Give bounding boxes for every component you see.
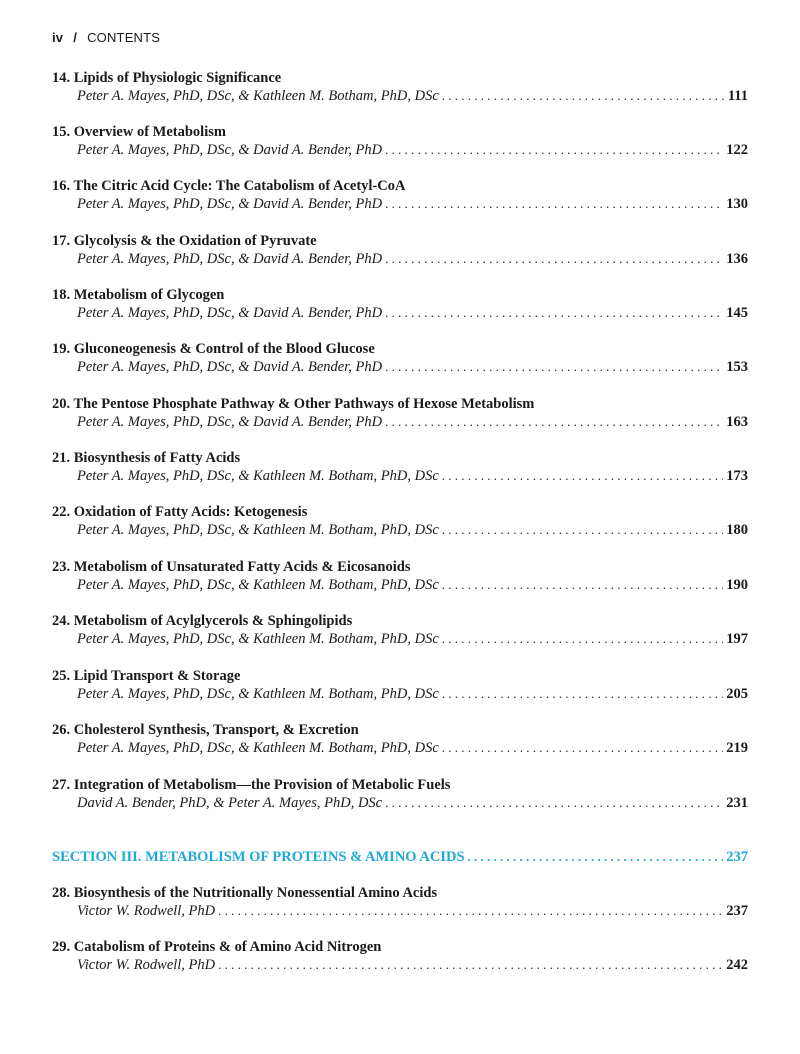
toc-entry[interactable] xyxy=(52,286,748,322)
toc-entry-line xyxy=(52,630,748,648)
toc-entry-line xyxy=(52,358,748,376)
chapter-page-number: 231 xyxy=(726,795,748,811)
toc-entry[interactable] xyxy=(52,395,748,431)
toc-entry[interactable] xyxy=(52,612,748,648)
section-title: SECTION III. METABOLISM OF PROTEINS & AMINO ACIDS xyxy=(52,849,465,865)
toc-entry-line xyxy=(52,956,748,974)
chapter-title: 19. Gluconeogenesis & Control of the Blood Glucose xyxy=(52,341,375,357)
toc-entry-line xyxy=(52,413,748,431)
chapter-page-number: 163 xyxy=(726,414,748,430)
chapter-authors: David A. Bender, PhD, & Peter A. Mayes, PhD, DSc xyxy=(77,795,383,811)
leader-dots xyxy=(385,250,723,268)
toc-entry[interactable] xyxy=(52,503,748,539)
chapter-title: 25. Lipid Transport & Storage xyxy=(52,668,241,684)
chapter-page-number: 111 xyxy=(727,88,748,104)
toc-entry-line xyxy=(52,87,748,105)
chapter-page-number: 205 xyxy=(726,686,748,702)
page-number: iv xyxy=(52,30,64,45)
chapter-authors: Peter A. Mayes, PhD, DSc, & David A. Bender, PhD xyxy=(77,142,383,158)
toc-entry-line xyxy=(52,304,748,322)
toc-entry-line xyxy=(52,141,748,159)
leader-dots xyxy=(442,630,724,648)
chapter-page-number: 237 xyxy=(726,903,748,919)
chapter-authors: Peter A. Mayes, PhD, DSc, & Kathleen M. Botham, PhD, DSc xyxy=(77,468,439,484)
chapter-page-number: 197 xyxy=(726,631,748,647)
leader-dots xyxy=(218,902,723,920)
toc-entry[interactable] xyxy=(52,667,748,703)
chapter-title: 20. The Pentose Phosphate Pathway & Other Pathways of Hexose Metabolism xyxy=(52,396,535,412)
toc-entry-line xyxy=(52,739,748,757)
chapter-authors: Victor W. Rodwell, PhD xyxy=(77,903,216,919)
toc-entry[interactable] xyxy=(52,938,748,974)
toc-entry[interactable] xyxy=(52,449,748,485)
toc-entry[interactable] xyxy=(52,884,748,920)
chapter-page-number: 180 xyxy=(726,522,748,538)
toc-entry-line xyxy=(52,794,748,812)
leader-dots xyxy=(468,848,724,866)
chapter-title: 22. Oxidation of Fatty Acids: Ketogenesis xyxy=(52,504,308,520)
toc-entry[interactable] xyxy=(52,69,748,105)
chapter-authors: Peter A. Mayes, PhD, DSc, & Kathleen M. Botham, PhD, DSc xyxy=(77,88,439,104)
leader-dots xyxy=(442,739,724,757)
leader-dots xyxy=(385,141,723,159)
chapter-title: 14. Lipids of Physiologic Significance xyxy=(52,70,282,86)
chapter-page-number: 136 xyxy=(726,251,748,267)
chapter-authors: Peter A. Mayes, PhD, DSc, & Kathleen M. Botham, PhD, DSc xyxy=(77,577,439,593)
chapter-title: 18. Metabolism of Glycogen xyxy=(52,287,225,303)
toc-entry[interactable] xyxy=(52,232,748,268)
toc-entry[interactable] xyxy=(52,776,748,812)
chapter-authors: Peter A. Mayes, PhD, DSc, & David A. Bender, PhD xyxy=(77,251,383,267)
leader-dots xyxy=(442,521,724,539)
chapter-title: 27. Integration of Metabolism—the Provision of Metabolic Fuels xyxy=(52,777,451,793)
running-header xyxy=(52,30,160,45)
chapter-title: 23. Metabolism of Unsaturated Fatty Acids & Eicosanoids xyxy=(52,559,411,575)
section-heading[interactable] xyxy=(52,848,748,866)
header-separator: / xyxy=(73,30,78,45)
chapter-authors: Peter A. Mayes, PhD, DSc, & Kathleen M. Botham, PhD, DSc xyxy=(77,686,439,702)
toc-entry-line xyxy=(52,521,748,539)
toc-entry-line xyxy=(52,902,748,920)
chapter-page-number: 145 xyxy=(726,305,748,321)
chapter-title: 16. The Citric Acid Cycle: The Catabolism of Acetyl-CoA xyxy=(52,178,406,194)
chapter-page-number: 242 xyxy=(726,957,748,973)
chapter-authors: Peter A. Mayes, PhD, DSc, & Kathleen M. Botham, PhD, DSc xyxy=(77,522,439,538)
leader-dots xyxy=(385,304,723,322)
section-page-number: 237 xyxy=(726,849,748,865)
leader-dots xyxy=(442,576,724,594)
chapter-page-number: 219 xyxy=(726,740,748,756)
chapter-title: 15. Overview of Metabolism xyxy=(52,124,226,140)
chapter-authors: Peter A. Mayes, PhD, DSc, & David A. Bender, PhD xyxy=(77,414,383,430)
leader-dots xyxy=(218,956,723,974)
chapter-page-number: 153 xyxy=(726,359,748,375)
toc-entry[interactable] xyxy=(52,177,748,213)
chapter-title: 17. Glycolysis & the Oxidation of Pyruvate xyxy=(52,233,317,249)
leader-dots xyxy=(442,467,724,485)
chapter-authors: Peter A. Mayes, PhD, DSc, & David A. Bender, PhD xyxy=(77,305,383,321)
chapter-page-number: 190 xyxy=(726,577,748,593)
chapter-authors: Victor W. Rodwell, PhD xyxy=(77,957,216,973)
chapter-title: 21. Biosynthesis of Fatty Acids xyxy=(52,450,241,466)
chapter-title: 26. Cholesterol Synthesis, Transport, & Excretion xyxy=(52,722,359,738)
toc-entry-line xyxy=(52,685,748,703)
leader-dots xyxy=(385,358,723,376)
chapter-page-number: 173 xyxy=(726,468,748,484)
header-title: CONTENTS xyxy=(87,30,161,45)
leader-dots xyxy=(442,87,725,105)
toc-entry-line xyxy=(52,195,748,213)
toc-entry-line xyxy=(52,576,748,594)
chapter-authors: Peter A. Mayes, PhD, DSc, & Kathleen M. Botham, PhD, DSc xyxy=(77,631,439,647)
leader-dots xyxy=(385,794,723,812)
chapter-authors: Peter A. Mayes, PhD, DSc, & David A. Bender, PhD xyxy=(77,359,383,375)
toc-entry[interactable] xyxy=(52,123,748,159)
chapter-page-number: 130 xyxy=(726,196,748,212)
chapter-authors: Peter A. Mayes, PhD, DSc, & Kathleen M. Botham, PhD, DSc xyxy=(77,740,439,756)
toc-entry[interactable] xyxy=(52,340,748,376)
toc-entry[interactable] xyxy=(52,721,748,757)
chapter-page-number: 122 xyxy=(726,142,748,158)
chapter-authors: Peter A. Mayes, PhD, DSc, & David A. Bender, PhD xyxy=(77,196,383,212)
chapter-title: 28. Biosynthesis of the Nutritionally Nonessential Amino Acids xyxy=(52,885,438,901)
leader-dots xyxy=(385,195,723,213)
toc-entry-line xyxy=(52,467,748,485)
leader-dots xyxy=(385,413,723,431)
toc-entry[interactable] xyxy=(52,558,748,594)
toc-entry-line xyxy=(52,250,748,268)
leader-dots xyxy=(442,685,724,703)
chapter-title: 24. Metabolism of Acylglycerols & Sphingolipids xyxy=(52,613,353,629)
chapter-title: 29. Catabolism of Proteins & of Amino Acid Nitrogen xyxy=(52,939,382,955)
